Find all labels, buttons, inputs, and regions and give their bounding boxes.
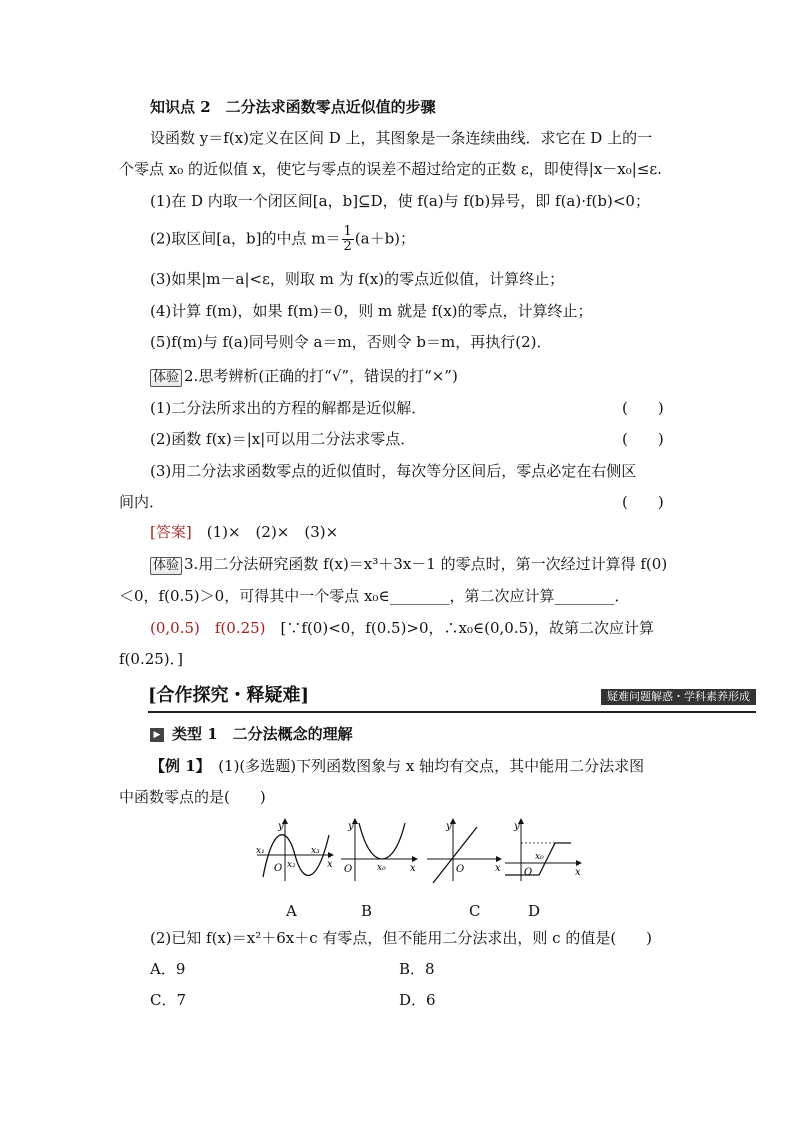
example-1-q2: (2)已知 f(x)＝x²＋6x＋c 有零点，但不能用二分法求出，则 c 的值是( ) xyxy=(150,929,653,947)
exercise-3-line2: ＜0，f(0.5)＞0，可得其中一个零点 x₀∈________，第二次应计算________． xyxy=(119,587,630,605)
answer-highlight: (0,0.5) f(0.25) xyxy=(150,619,266,637)
type-1-title: 类型 1 二分法概念的理解 xyxy=(172,725,353,743)
graph-label-c: C xyxy=(469,902,481,920)
graph-d-origin: O xyxy=(524,867,533,878)
graph-c-y-label: y xyxy=(446,821,452,832)
intro-line-2: 个零点 x₀ 的近似值 x，使它与零点的误差不超过给定的正数 ε，即使得|x－x₀|≤ε. xyxy=(119,160,662,178)
section-subtitle-badge: 疑难问题解惑・学科素养形成 xyxy=(601,689,756,705)
example-1-line2: 中函数零点的是( ) xyxy=(119,788,266,806)
graph-a-x3: x₃ xyxy=(311,846,320,856)
section-title: [合作探究・释疑难] xyxy=(148,685,310,706)
exercise-3-line1 xyxy=(150,553,667,575)
option-a: A．9 xyxy=(150,960,186,978)
graph-d-x0: x₀ xyxy=(535,852,544,862)
step-5: (5)f(m)与 f(a)同号则令 a＝m，否则令 b＝m，再执行(2)． xyxy=(150,333,552,351)
exercise-2-prompt xyxy=(150,365,458,387)
answer-text: (1)× (2)× (3)× xyxy=(206,523,339,541)
graph-d-x-label: x xyxy=(575,867,581,878)
exercise-3-text-a: 3.用二分法研究函数 f(x)＝x³＋3x－1 的零点时，第一次经过计算得 f(0) xyxy=(184,555,668,573)
graph-c xyxy=(427,819,501,883)
section-header xyxy=(148,683,756,713)
step-4: (4)计算 f(m)，如果 f(m)＝0，则 m 就是 f(x)的零点，计算终止； xyxy=(150,302,593,320)
exercise-2-q3-line1: (3)用二分法求函数零点的近似值时，每次等分区间后，零点必定在右侧区 xyxy=(150,462,637,480)
option-d: D．6 xyxy=(399,991,436,1009)
graph-a-x2: x₂ xyxy=(287,860,296,870)
graph-label-d: D xyxy=(528,902,541,920)
example-1-line1 xyxy=(150,755,644,777)
exercise-2-q3-line2: 间内． xyxy=(119,493,165,511)
graph-a-x1: x₁ xyxy=(256,846,265,856)
graph-a xyxy=(256,819,333,881)
answer-label: [答案] xyxy=(150,523,192,541)
graph-label-a: A xyxy=(286,902,297,920)
graph-c-origin: O xyxy=(456,864,465,875)
intro-line-1: 设函数 y＝f(x)定义在区间 D 上，其图象是一条连续曲线．求它在 D 上的一 xyxy=(150,129,653,147)
graph-d xyxy=(505,819,581,881)
exercise-tag: 体验 xyxy=(150,557,182,575)
exercise-3-answer-line2: f(0.25)．] xyxy=(119,650,184,668)
step-2-prefix: (2)取区间[a，b]的中点 m＝ xyxy=(150,229,341,248)
graph-a-x-label: x xyxy=(327,859,333,870)
play-triangle-icon: ▶ xyxy=(150,728,164,742)
answer-blank-q3: ( ) xyxy=(622,493,664,511)
exercise-tag: 体验 xyxy=(150,369,182,387)
graph-a-y-label: y xyxy=(278,821,284,832)
graph-label-b: B xyxy=(361,902,373,920)
graph-b-origin: O xyxy=(344,864,353,875)
type-1-heading xyxy=(150,723,353,745)
graph-c-x-label: x xyxy=(495,863,501,874)
fraction-numerator: 1 xyxy=(343,224,352,239)
function-graphs-figure xyxy=(255,815,585,885)
step-2-suffix: (a＋b)； xyxy=(354,229,416,248)
step-1: (1)在 D 内取一个闭区间[a，b]⊆D，使 f(a)与 f(b)异号，即 f(a)·f(b)<0； xyxy=(150,192,650,210)
graph-b xyxy=(341,819,417,881)
step-2 xyxy=(150,225,415,254)
exercise-2-text: 2.思考辨析(正确的打“√”，错误的打“×”) xyxy=(184,367,458,385)
graph-b-x0: x₀ xyxy=(377,863,386,873)
option-c: C．7 xyxy=(150,991,187,1009)
exercise-3-answer-line1 xyxy=(150,617,654,639)
graph-a-origin: O xyxy=(274,863,283,874)
fraction-one-half xyxy=(342,225,354,254)
answer-blank-q1: ( ) xyxy=(622,399,664,417)
graph-b-y-label: y xyxy=(348,821,354,832)
example-label: 【例 1】 xyxy=(150,757,204,775)
step-3: (3)如果|m－a|<ε，则取 m 为 f(x)的零点近似值，计算终止； xyxy=(150,270,565,288)
graph-d-y-label: y xyxy=(514,821,520,832)
exercise-2-q1: (1)二分法所求出的方程的解都是近似解． xyxy=(150,399,427,417)
fraction-denominator: 2 xyxy=(343,239,352,254)
answer-blank-q2: ( ) xyxy=(622,430,664,448)
knowledge-point-title: 知识点 2 二分法求函数零点近似值的步骤 xyxy=(150,98,436,116)
exercise-2-answer xyxy=(150,521,338,543)
exercise-2-q2: (2)函数 f(x)＝|x|可以用二分法求零点． xyxy=(150,430,416,448)
option-b: B．8 xyxy=(399,960,435,978)
example-1-text: (1)(多选题)下列函数图象与 x 轴均有交点，其中能用二分法求图 xyxy=(218,757,645,775)
exercise-3-explanation: [∵f(0)<0，f(0.5)>0，∴x₀∈(0,0.5)，故第二次应计算 xyxy=(280,619,654,637)
graph-b-x-label: x xyxy=(410,863,416,874)
